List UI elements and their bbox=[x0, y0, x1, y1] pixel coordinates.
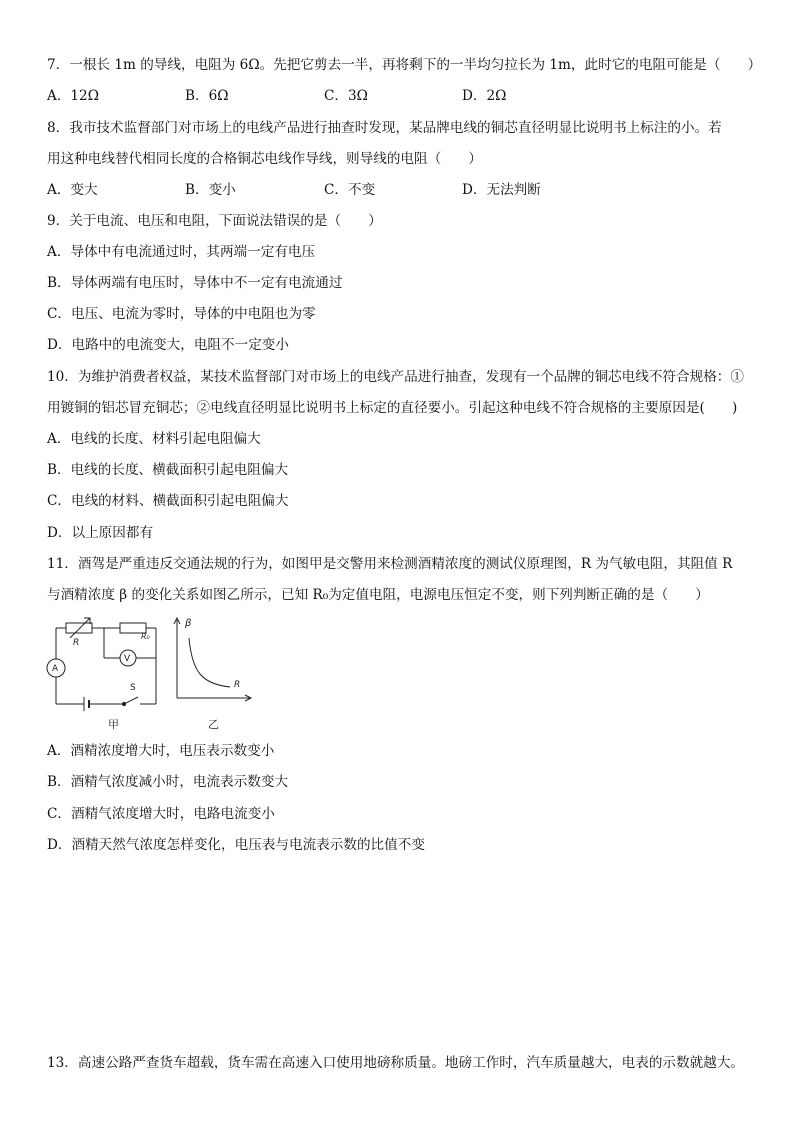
q7-options bbox=[47, 87, 747, 105]
label-a: A bbox=[52, 664, 59, 674]
q9-option-c: C．电压、电流为零时，导体的中电阻也为零 bbox=[47, 306, 316, 322]
label-r: R bbox=[73, 638, 80, 648]
q7-option-a: A．12Ω bbox=[47, 88, 99, 104]
gas-sensor-resistor bbox=[66, 623, 92, 633]
beta-r-curve bbox=[189, 638, 230, 687]
label-r-axis: R bbox=[234, 680, 241, 690]
caption-jia: 甲 bbox=[108, 718, 119, 731]
q8-stem-line1: 8．我市技术监督部门对市场上的电线产品进行抽查时发现，某品牌电线的铜芯直径明显比说明书上标注的小。若 bbox=[47, 120, 722, 136]
label-v: V bbox=[124, 654, 131, 664]
q8-option-d: D．无法判断 bbox=[462, 182, 541, 198]
q7-option-c: C．3Ω bbox=[324, 88, 368, 104]
label-beta: β bbox=[185, 618, 192, 629]
q11-stem-line2: 与酒精浓度 β 的变化关系如图乙所示，已知 R₀为定值电阻，电源电压恒定不变，则下列判断正确的是（ ） bbox=[47, 587, 709, 603]
q10-option-a: A．电线的长度、材料引起电阻偏大 bbox=[47, 431, 261, 447]
label-s: S bbox=[130, 683, 136, 693]
q11-option-c: C．酒精气浓度增大时，电路电流变小 bbox=[47, 806, 275, 822]
switch-blade bbox=[124, 697, 138, 704]
q7-option-b: B．6Ω bbox=[185, 88, 229, 104]
q10-stem-line2: 用镀铜的铝芯冒充铜芯；②电线直径明显比说明书上标定的直径要小。引起这种电线不符合规格的主要原因是( ) bbox=[47, 400, 738, 416]
q11-stem-line1: 11．酒驾是严重违反交通法规的行为，如图甲是交警用来检测酒精浓度的测试仪原理图，R 为气敏电阻，其阻值 R bbox=[47, 556, 733, 572]
q10-option-c: C．电线的材料、横截面积引起电阻偏大 bbox=[47, 493, 289, 509]
q8-option-c: C．不变 bbox=[324, 182, 376, 198]
q10-option-d: D．以上原因都有 bbox=[47, 525, 154, 541]
q11-option-d: D．酒精天然气浓度怎样变化，电压表与电流表示数的比值不变 bbox=[47, 837, 425, 853]
circuit-diagram-jia bbox=[47, 618, 156, 711]
q8-stem-line2: 用这种电线替代相同长度的合格铜芯电线作导线，则导线的电阻（ ） bbox=[47, 151, 482, 167]
q13-stem: 13．高速公路严查货车超载，货车需在高速入口使用地磅称质量。地磅工作时，汽车质量越大，电表的示数就越大。 bbox=[47, 1055, 744, 1071]
caption-yi: 乙 bbox=[208, 718, 219, 731]
q8-options bbox=[47, 181, 747, 199]
q7-stem: 7．一根长 1m 的导线，电阻为 6Ω。先把它剪去一半，再将剩下的一半均匀拉长为 1m，此时它的电阻可能是（ ） bbox=[47, 57, 762, 73]
q11-option-b: B．酒精气浓度减小时，电流表示数变大 bbox=[47, 774, 289, 790]
label-r0: R₀ bbox=[141, 632, 150, 641]
q7-option-d: D．2Ω bbox=[462, 88, 507, 104]
q9-stem: 9．关于电流、电压和电阻，下面说法错误的是（ ） bbox=[47, 213, 382, 229]
q9-option-d: D．电路中的电流变大，电阻不一定变小 bbox=[47, 337, 289, 353]
q8-option-a: A．变大 bbox=[47, 182, 98, 198]
q8-option-b: B．变小 bbox=[185, 182, 236, 198]
q11-option-a: A．酒精浓度增大时，电压表示数变小 bbox=[47, 743, 275, 759]
q10-option-b: B．电线的长度、横截面积引起电阻偏大 bbox=[47, 462, 289, 478]
q11-figure bbox=[44, 612, 264, 736]
q10-stem-line1: 10．为维护消费者权益，某技术监督部门对市场上的电线产品进行抽查，发现有一个品牌的铜芯电线不符合规格：① bbox=[47, 369, 744, 385]
q9-option-a: A．导体中有电流通过时，其两端一定有电压 bbox=[47, 244, 316, 260]
q9-option-b: B．导体两端有电压时，导体中不一定有电流通过 bbox=[47, 275, 343, 291]
